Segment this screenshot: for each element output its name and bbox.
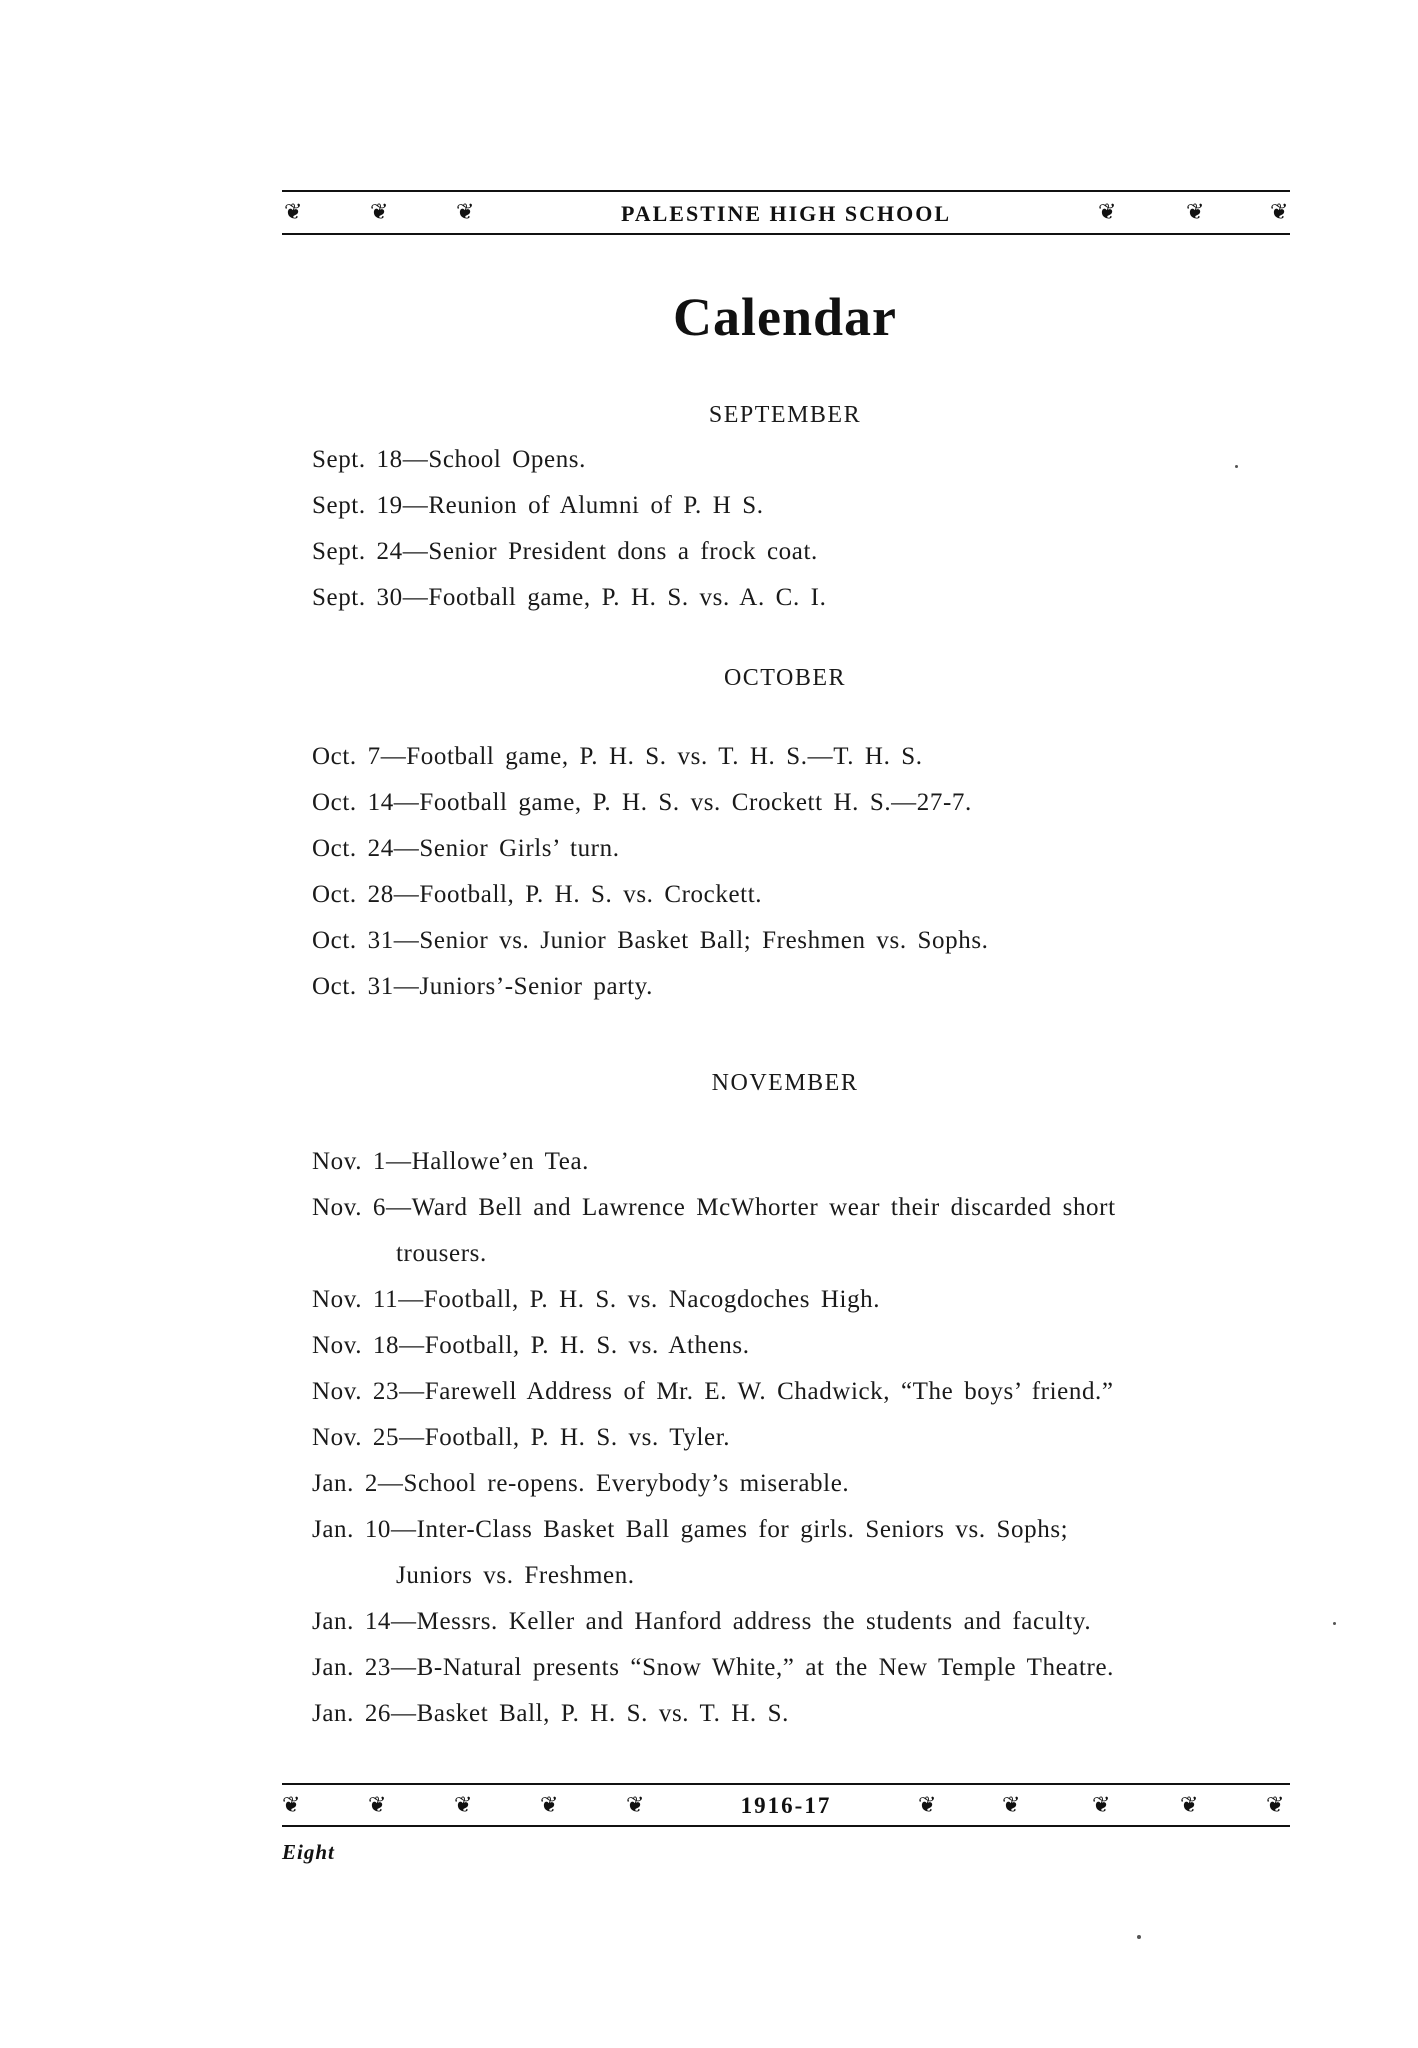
fleuron-icon: ❦ [1266,1793,1285,1818]
calendar-entry: Sept. 30—Football game, P. H. S. vs. A. C. I. [312,584,827,611]
calendar-entry: Sept. 24—Senior President dons a frock coat. [312,538,818,565]
calendar-entry: Nov. 18—Football, P. H. S. vs. Athens. [312,1332,750,1359]
print-speck [1137,1935,1141,1939]
fleuron-icon: ❦ [1092,1793,1111,1818]
calendar-entry: Nov. 25—Football, P. H. S. vs. Tyler. [312,1424,731,1451]
calendar-entry: Oct. 31—Senior vs. Junior Basket Ball; Freshmen vs. Sophs. [312,927,989,954]
footer-rule-top [282,1783,1290,1785]
calendar-entry: Jan. 10—Inter-Class Basket Ball games for girls. Seniors vs. Sophs; [312,1516,1069,1543]
header-rule-bottom [282,233,1290,235]
calendar-entry: Nov. 6—Ward Bell and Lawrence McWhorter wear their discarded short [312,1194,1116,1221]
calendar-entry: Oct. 31—Juniors’-Senior party. [312,973,653,1000]
header-rule-top [282,190,1290,192]
calendar-entry: Nov. 11—Football, P. H. S. vs. Nacogdoches High. [312,1286,881,1313]
fleuron-icon: ❦ [1002,1793,1021,1818]
calendar-entry: Nov. 23—Farewell Address of Mr. E. W. Chadwick, “The boys’ friend.” [312,1378,1114,1405]
calendar-entry: Jan. 2—School re-opens. Everybody’s miserable. [312,1470,850,1497]
print-speck [1333,1622,1336,1625]
fleuron-icon: ❦ [1270,200,1289,225]
calendar-entry: Sept. 19—Reunion of Alumni of P. H S. [312,492,764,519]
footer-year: 1916-17 [740,1793,832,1818]
fleuron-icon: ❦ [1098,200,1117,225]
calendar-entry: Jan. 26—Basket Ball, P. H. S. vs. T. H. S. [312,1700,789,1727]
calendar-entry: Sept. 18—School Opens. [312,446,586,473]
calendar-entry-continuation: trousers. [396,1240,487,1267]
fleuron-icon: ❦ [540,1793,559,1818]
page-title: Calendar [673,287,897,347]
fleuron-icon: ❦ [284,200,303,225]
running-header [282,190,1290,236]
print-speck [1235,465,1238,468]
calendar-entry: Oct. 7—Football game, P. H. S. vs. T. H. S.—T. H. S. [312,743,923,770]
running-footer [282,1783,1290,1829]
calendar-entry: Jan. 14—Messrs. Keller and Hanford address the students and faculty. [312,1608,1092,1635]
running-title: PALESTINE HIGH SCHOOL [620,201,952,226]
fleuron-icon: ❦ [370,200,389,225]
calendar-entry: Jan. 23—B-Natural presents “Snow White,” at the New Temple Theatre. [312,1654,1115,1681]
fleuron-icon: ❦ [454,1793,473,1818]
month-heading-november: NOVEMBER [711,1070,859,1096]
page-number-label: Eight [282,1840,335,1864]
footer-rule-bottom [282,1825,1290,1827]
calendar-entry: Oct. 14—Football game, P. H. S. vs. Crockett H. S.—27-7. [312,789,972,816]
fleuron-icon: ❦ [282,1793,301,1818]
month-heading-october: OCTOBER [723,665,847,691]
fleuron-icon: ❦ [456,200,475,225]
fleuron-icon: ❦ [626,1793,645,1818]
calendar-entry-continuation: Juniors vs. Freshmen. [396,1562,635,1589]
fleuron-icon: ❦ [918,1793,937,1818]
fleuron-icon: ❦ [1180,1793,1199,1818]
calendar-entry: Nov. 1—Hallowe’en Tea. [312,1148,590,1175]
fleuron-icon: ❦ [1186,200,1205,225]
fleuron-icon: ❦ [368,1793,387,1818]
calendar-entry: Oct. 24—Senior Girls’ turn. [312,835,620,862]
month-heading-september: SEPTEMBER [708,402,862,428]
calendar-entry: Oct. 28—Football, P. H. S. vs. Crockett. [312,881,763,908]
